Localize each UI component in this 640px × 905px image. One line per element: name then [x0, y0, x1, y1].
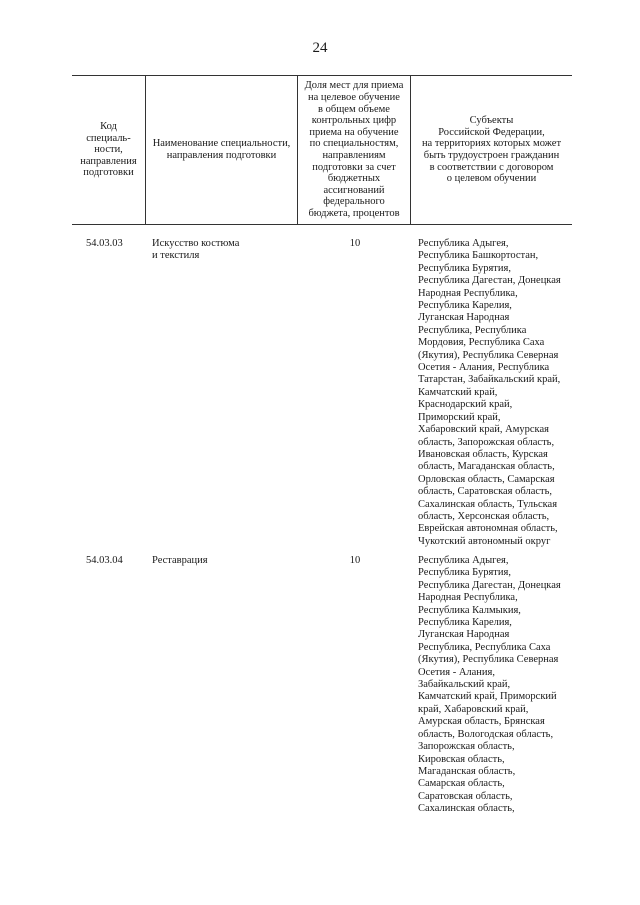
header-name-line: Наименование специальности, — [152, 138, 291, 150]
header-name — [146, 76, 297, 224]
subject-line: область, Запорожская область, — [418, 436, 555, 448]
subject-line: Чукотский автономный округ — [418, 535, 551, 547]
header-subjects-line: Субъекты — [469, 115, 514, 127]
header-share-line: направлениям — [322, 150, 386, 161]
subject-line: Еврейская автономная область, — [418, 523, 558, 535]
subject-line: Республика, Республика — [418, 324, 527, 336]
header-share-line: бюджета, процентов — [308, 207, 400, 219]
header-share-line: Доля мест для приема — [304, 80, 404, 92]
subject-line: Хабаровский край, Амурская — [418, 424, 549, 436]
header-share-line: подготовки за счет — [312, 161, 396, 173]
row-code: 54.03.04 — [86, 555, 123, 566]
header-subjects-line: быть трудоустроен гражданин — [423, 150, 560, 161]
subject-line: Республика, Республика Саха — [418, 641, 551, 653]
subject-line: Магаданская область, — [418, 765, 516, 777]
header-share-line: в общем объеме — [318, 103, 390, 115]
subject-line: Ивановская область, Курская — [418, 448, 548, 460]
subject-line: Республика Адыгея, — [418, 555, 509, 566]
subject-line: Осетия - Алания, Республика — [418, 362, 550, 374]
subject-line: край, Хабаровский край, — [418, 703, 529, 715]
subject-line: область, Херсонская область, — [418, 510, 550, 522]
subject-line: Кировская область, — [418, 753, 505, 765]
subject-line: Амурская область, Брянская — [418, 716, 545, 728]
header-share-line: ассигнований — [323, 184, 385, 196]
header-subjects-line: в соответствии с договором — [429, 161, 554, 173]
row-subjects — [418, 238, 568, 548]
header-bottom-rule — [72, 224, 572, 225]
header-subjects-line: Российской Федерации, — [438, 126, 545, 138]
subject-line: Республика Адыгея, — [418, 238, 509, 249]
header-share — [298, 76, 410, 224]
row-name — [152, 555, 292, 567]
subject-line: Народная Республика, — [418, 287, 518, 299]
subject-line: Татарстан, Забайкальский край, — [418, 374, 561, 386]
subject-line: Забайкальский край, — [418, 679, 511, 691]
subject-line: Республика Калмыкия, — [418, 604, 521, 616]
subject-line: Республика Башкортостан, — [418, 250, 539, 262]
subject-line: Осетия - Алания, — [418, 666, 495, 678]
subject-line: (Якутия), Республика Северная — [418, 349, 559, 361]
subject-line: Орловская область, Самарская — [418, 473, 555, 485]
subject-line: область, Саратовская область, — [418, 486, 553, 498]
row-name-line: и текстиля — [152, 250, 200, 262]
subject-line: Саратовская область, — [418, 790, 513, 802]
row-code: 54.03.03 — [86, 238, 123, 249]
subject-line: область, Вологодская область, — [418, 728, 554, 740]
header-code-line: направления — [80, 155, 137, 167]
subject-line: Сахалинская область, — [418, 803, 515, 815]
subject-line: Сахалинская область, Тульская — [418, 498, 558, 510]
header-subjects — [411, 76, 572, 224]
header-share-line: федерального — [323, 196, 385, 208]
subject-line: Республика Бурятия, — [418, 567, 511, 579]
header-code — [72, 76, 145, 224]
header-share-line: по специальностям, — [309, 138, 399, 150]
header-code-line: специаль- — [86, 132, 131, 144]
header-name-line: направления подготовки — [166, 150, 277, 161]
row-subjects — [418, 555, 568, 816]
header-share-line: на целевое обучение — [308, 92, 400, 104]
subject-line: Луганская Народная — [418, 629, 510, 641]
subject-line: Республика Карелия, — [418, 617, 512, 629]
page-number: 24 — [312, 40, 328, 56]
subject-line: Камчатский край, — [418, 386, 498, 398]
header-subjects-line: о целевом обучении — [446, 173, 537, 185]
row-name-line: Искусство костюма — [152, 238, 240, 249]
header-share-line: приема на обучение — [309, 126, 399, 138]
subject-line: Народная Республика, — [418, 592, 518, 604]
subject-line: Камчатский край, Приморский — [418, 691, 557, 703]
subject-line: Луганская Народная — [418, 312, 510, 324]
header-code-line: подготовки — [83, 167, 134, 179]
row-name — [152, 238, 292, 263]
subject-line: область, Магаданская область, — [418, 461, 555, 473]
header-code-line: ности, — [94, 144, 123, 156]
subject-line: Самарская область, — [418, 778, 505, 790]
row-name-line: Реставрация — [152, 555, 208, 566]
header-code-line: Код — [100, 121, 117, 133]
subject-line: Республика Дагестан, Донецкая — [418, 275, 561, 287]
subject-line: Республика Карелия, — [418, 300, 512, 312]
header-share-line: бюджетных — [327, 173, 381, 185]
subject-line: Запорожская область, — [418, 741, 515, 753]
row-share: 10 — [349, 555, 361, 566]
header-share-line: контрольных цифр — [311, 115, 397, 127]
header-subjects-line: на территориях которых может — [421, 138, 562, 150]
subject-line: (Якутия), Республика Северная — [418, 654, 559, 666]
subject-line: Приморский край, — [418, 411, 501, 423]
subject-line: Мордовия, Республика Саха — [418, 337, 545, 349]
row-share: 10 — [349, 238, 361, 249]
subject-line: Краснодарский край, — [418, 399, 513, 411]
subject-line: Республика Бурятия, — [418, 262, 511, 274]
subject-line: Республика Дагестан, Донецкая — [418, 579, 561, 591]
